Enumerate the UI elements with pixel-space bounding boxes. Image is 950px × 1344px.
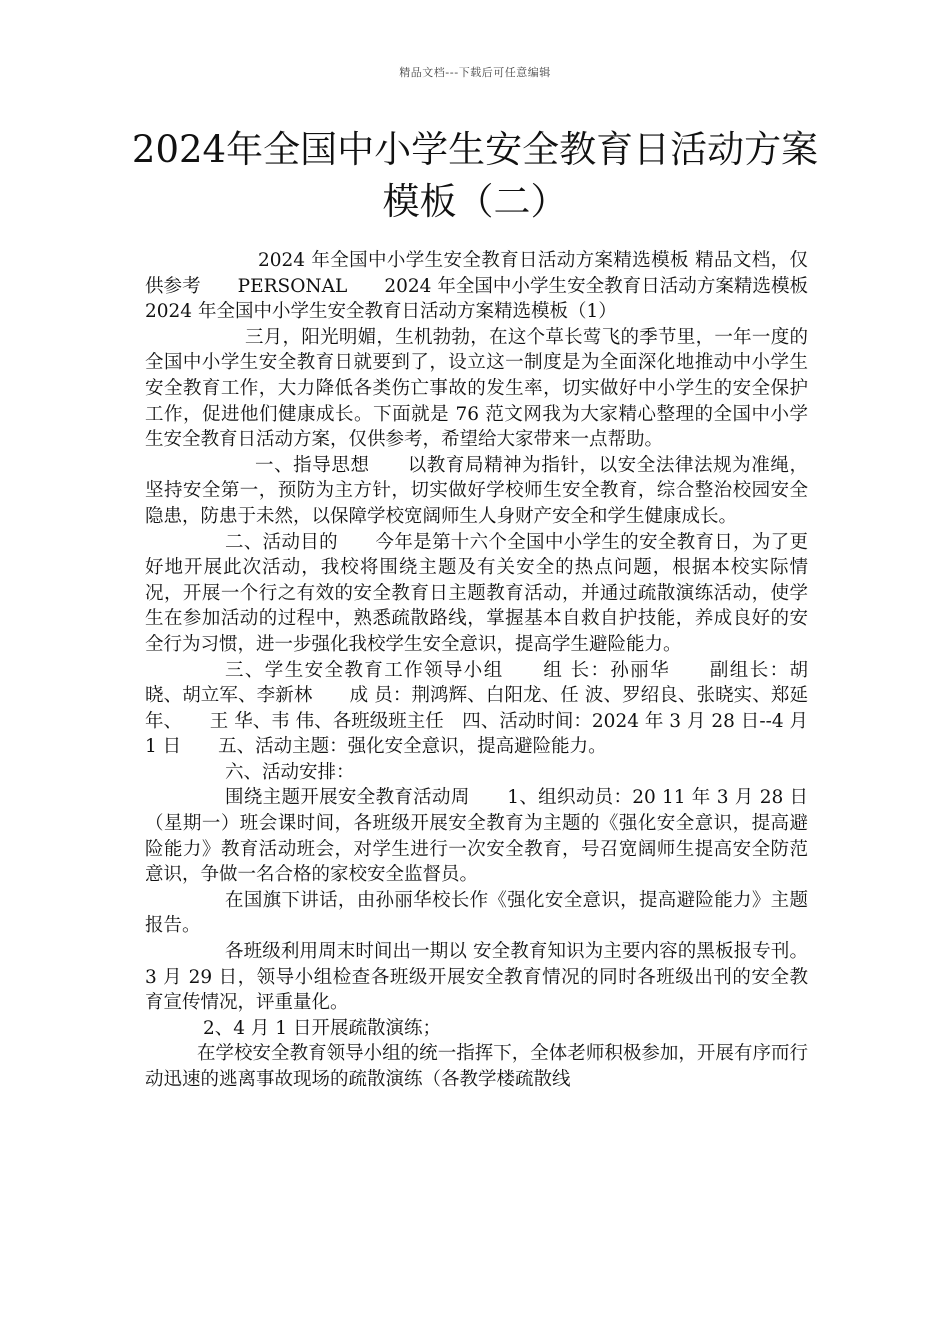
paragraph-guiding-thought: 一、指导思想 以教育局精神为指针，以安全法律法规为准绳，坚持安全第一，预防为主方针，切实做好学校师生安全教育，综合整治校园安全隐患，防患于未然，以保障学校宽阔师生人身财产安全和学生健康成长。 — [145, 454, 808, 527]
paragraph-activity-purpose: 二、活动目的 今年是第十六个全国中小学生的安全教育日，为了更好地开展此次活动，我校将围绕主题及有关安全的热点问题，根据本校实际情况，开展一个行之有效的安全教育日主题教育活动，并通过疏散演练活动，使学生在参加活动的过程中，熟悉疏散路线，掌握基本自救自护技能，养成良好的安全行为习惯，进一步强化我校学生安全意识，提高学生避险能力。 — [145, 531, 808, 655]
document-title — [120, 124, 830, 228]
paragraph-evacuation-drill: 在学校安全教育领导小组的统一指挥下，全体老师积极参加，开展有序而行动迅速的逃离事故现场的疏散演练（各教学楼疏散线 — [145, 1043, 808, 1090]
paragraph-blackboard: 各班级利用周末时间出一期以 安全教育知识为主要内容的黑板报专刊。3 月 29 日，领导小组检查各班级开展安全教育情况的同时各班级出刊的安全教育宣传情况，评重量化。 — [145, 941, 808, 1014]
paragraph-theme-week: 围绕主题开展安全教育活动周 1、组织动员：20 11 年 3 月 28 日（星期一）班会课时间，各班级开展安全教育为主题的《强化安全意识，提高避险能力》教育活动班会，对学生进行一次安全教育，号召宽阔师生提高安全防范意识，争做一名合格的家校安全监督员。 — [145, 787, 808, 886]
document-title-line-1: 2024年全国中小学生安全教育日活动方案 — [131, 128, 819, 171]
paragraph-activity-arrangement-heading: 六、活动安排： — [225, 761, 355, 783]
paragraph-leadership-group: 三、学生安全教育工作领导小组 组 长：孙丽华 副组长：胡 晓、胡立军、李新林 成 员：荆鸿辉、白阳龙、任 波、罗绍良、张晓实、郑延年、 王 华、韦 伟、各班级班主任 四、活动时间：2024 年 3 月 28 日--4 月 1 日 五、活动主题：强化安全意识，提高避险能力。 — [145, 659, 808, 758]
document-body — [145, 248, 808, 1093]
paragraph-preface: 三月，阳光明媚，生机勃勃，在这个草长莺飞的季节里，一年一度的全国中小学生安全教育日就要到了，设立这一制度是为全面深化地推动中小学生安全教育工作，大力降低各类伤亡事故的发生率，切实做好中小学生的安全保护工作，促进他们健康成长。下面就是 76 范文网我为大家精心整理的全国中小学生安全教育日活动方案，仅供参考，希望给大家带来一点帮助。 — [145, 326, 808, 451]
paragraph-intro: 2024 年全国中小学生安全教育日活动方案精选模板 精品文档，仅供参考 PERSONAL 2024 年全国中小学生安全教育日活动方案精选模板 2024 年全国中小学生安全教育日活动方案精选模板（1） — [145, 250, 808, 323]
paragraph-flag-speech: 在国旗下讲话，由孙丽华校长作《强化安全意识，提高避险能力》主题报告。 — [145, 889, 808, 937]
page-header: 精品文档---下载后可任意编辑 — [399, 66, 551, 79]
paragraph-evacuation-heading: 2、4 月 1 日开展疏散演练； — [203, 1017, 441, 1039]
document-title-line-2: 模板（二） — [382, 180, 568, 223]
